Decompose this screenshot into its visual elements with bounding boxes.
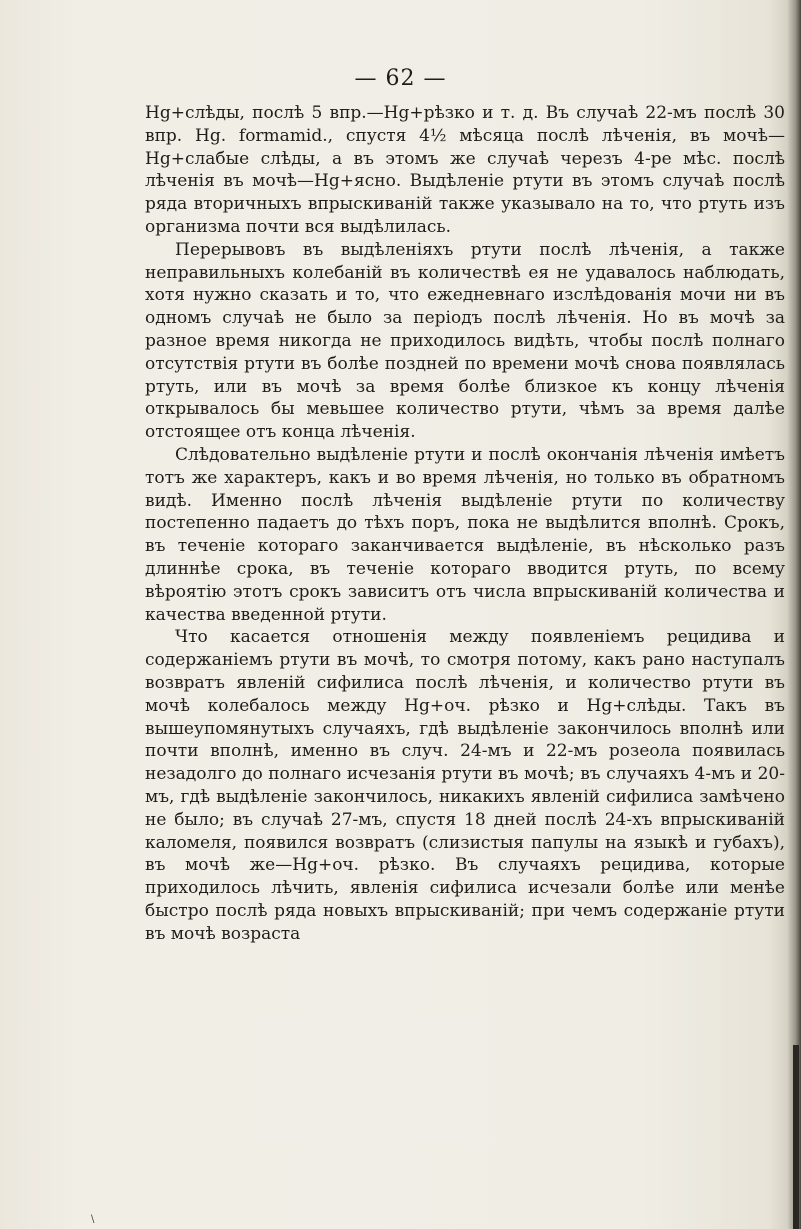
page-edge-bar — [793, 1045, 799, 1229]
paragraph-2: Перерывовъ въ выдѣленіяхъ ртути послѣ лѣченія, а также неправильныхъ колебаній въ количествѣ ея не удавалось наблюдать, хотя нужно сказать и то, что ежедневнаго изслѣдованія мочи ни въ одномъ случаѣ не было за періодъ послѣ лѣченія. Но въ мочѣ за разное время никогда не приходилось видѣть, чтобы послѣ полнаго отсутствія ртути въ болѣе поздней по времени мочѣ снова появлялась ртуть, или въ мочѣ за время болѣе близкое къ концу лѣченія открывалось бы мевьшее количество ртути, чѣмъ за время далѣе отстоящее отъ конца лѣченія. — [145, 239, 785, 443]
paragraph-3: Слѣдовательно выдѣленіе ртути и послѣ окончанія лѣченія имѣетъ тотъ же характеръ, какъ и во время лѣченія, но только въ обратномъ видѣ. Именно послѣ лѣченія выдѣленіе ртути по количеству постепенно падаетъ до тѣхъ поръ, пока не выдѣлится вполнѣ. Срокъ, въ теченіе котораго заканчивается выдѣленіе, въ нѣсколько разъ длиннѣе срока, въ теченіе котораго вводится ртуть, по всему вѣроятію этотъ срокъ зависитъ отъ числа впрыскиваній количества и качества введенной ртути. — [145, 444, 785, 625]
page-number: — 62 — — [354, 66, 447, 91]
paragraph-4: Что касается отношенія между появленіемъ рецидива и содержаніемъ ртути въ мочѣ, то смотря потому, какъ рано наступалъ возвратъ явленій сифилиса послѣ лѣченія, и количество ртути въ мочѣ колебалось между Hg+оч. рѣзко и Hg+слѣды. Такъ въ вышеупомянутыхъ случаяхъ, гдѣ выдѣленіе закончилось вполнѣ или почти вполнѣ, именно въ случ. 24-мъ и 22-мъ розеола появилась незадолго до полнаго исчезанія ртути въ мочѣ; въ случаяхъ 4-мъ и 20-мъ, гдѣ выдѣленіе закончилось, никакихъ явленій сифилиса замѣчено не было; въ случаѣ 27-мъ, спустя 18 дней послѣ 24-хъ впрыскиваній каломеля, появился возвратъ (слизистыя папулы на языкѣ и губахъ), въ мочѣ же—Hg+оч. рѣзко. Въ случаяхъ рецидива, которые приходилось лѣчить, явленія сифилиса исчезали болѣе или менѣе быстро послѣ ряда новыхъ впрыскиваній; при чемъ содержаніе ртути въ мочѣ возраста — [145, 627, 785, 944]
body-text — [145, 102, 785, 945]
paragraph-1: Hg+слѣды, послѣ 5 впр.—Hg+рѣзко и т. д. Въ случаѣ 22-мъ послѣ 30 впр. Hg. formamid., спустя 4½ мѣсяца послѣ лѣченія, въ мочѣ—Hg+слабые слѣды, а въ этомъ же случаѣ черезъ 4-ре мѣс. послѣ лѣченія въ мочѣ—Hg+ясно. Выдѣленіе ртути въ этомъ случаѣ послѣ ряда вторичныхъ впрыскиваній также указывало на то, что ртуть изъ организма почти вся выдѣлилась. — [145, 103, 785, 237]
margin-mark: \ — [91, 1214, 95, 1225]
